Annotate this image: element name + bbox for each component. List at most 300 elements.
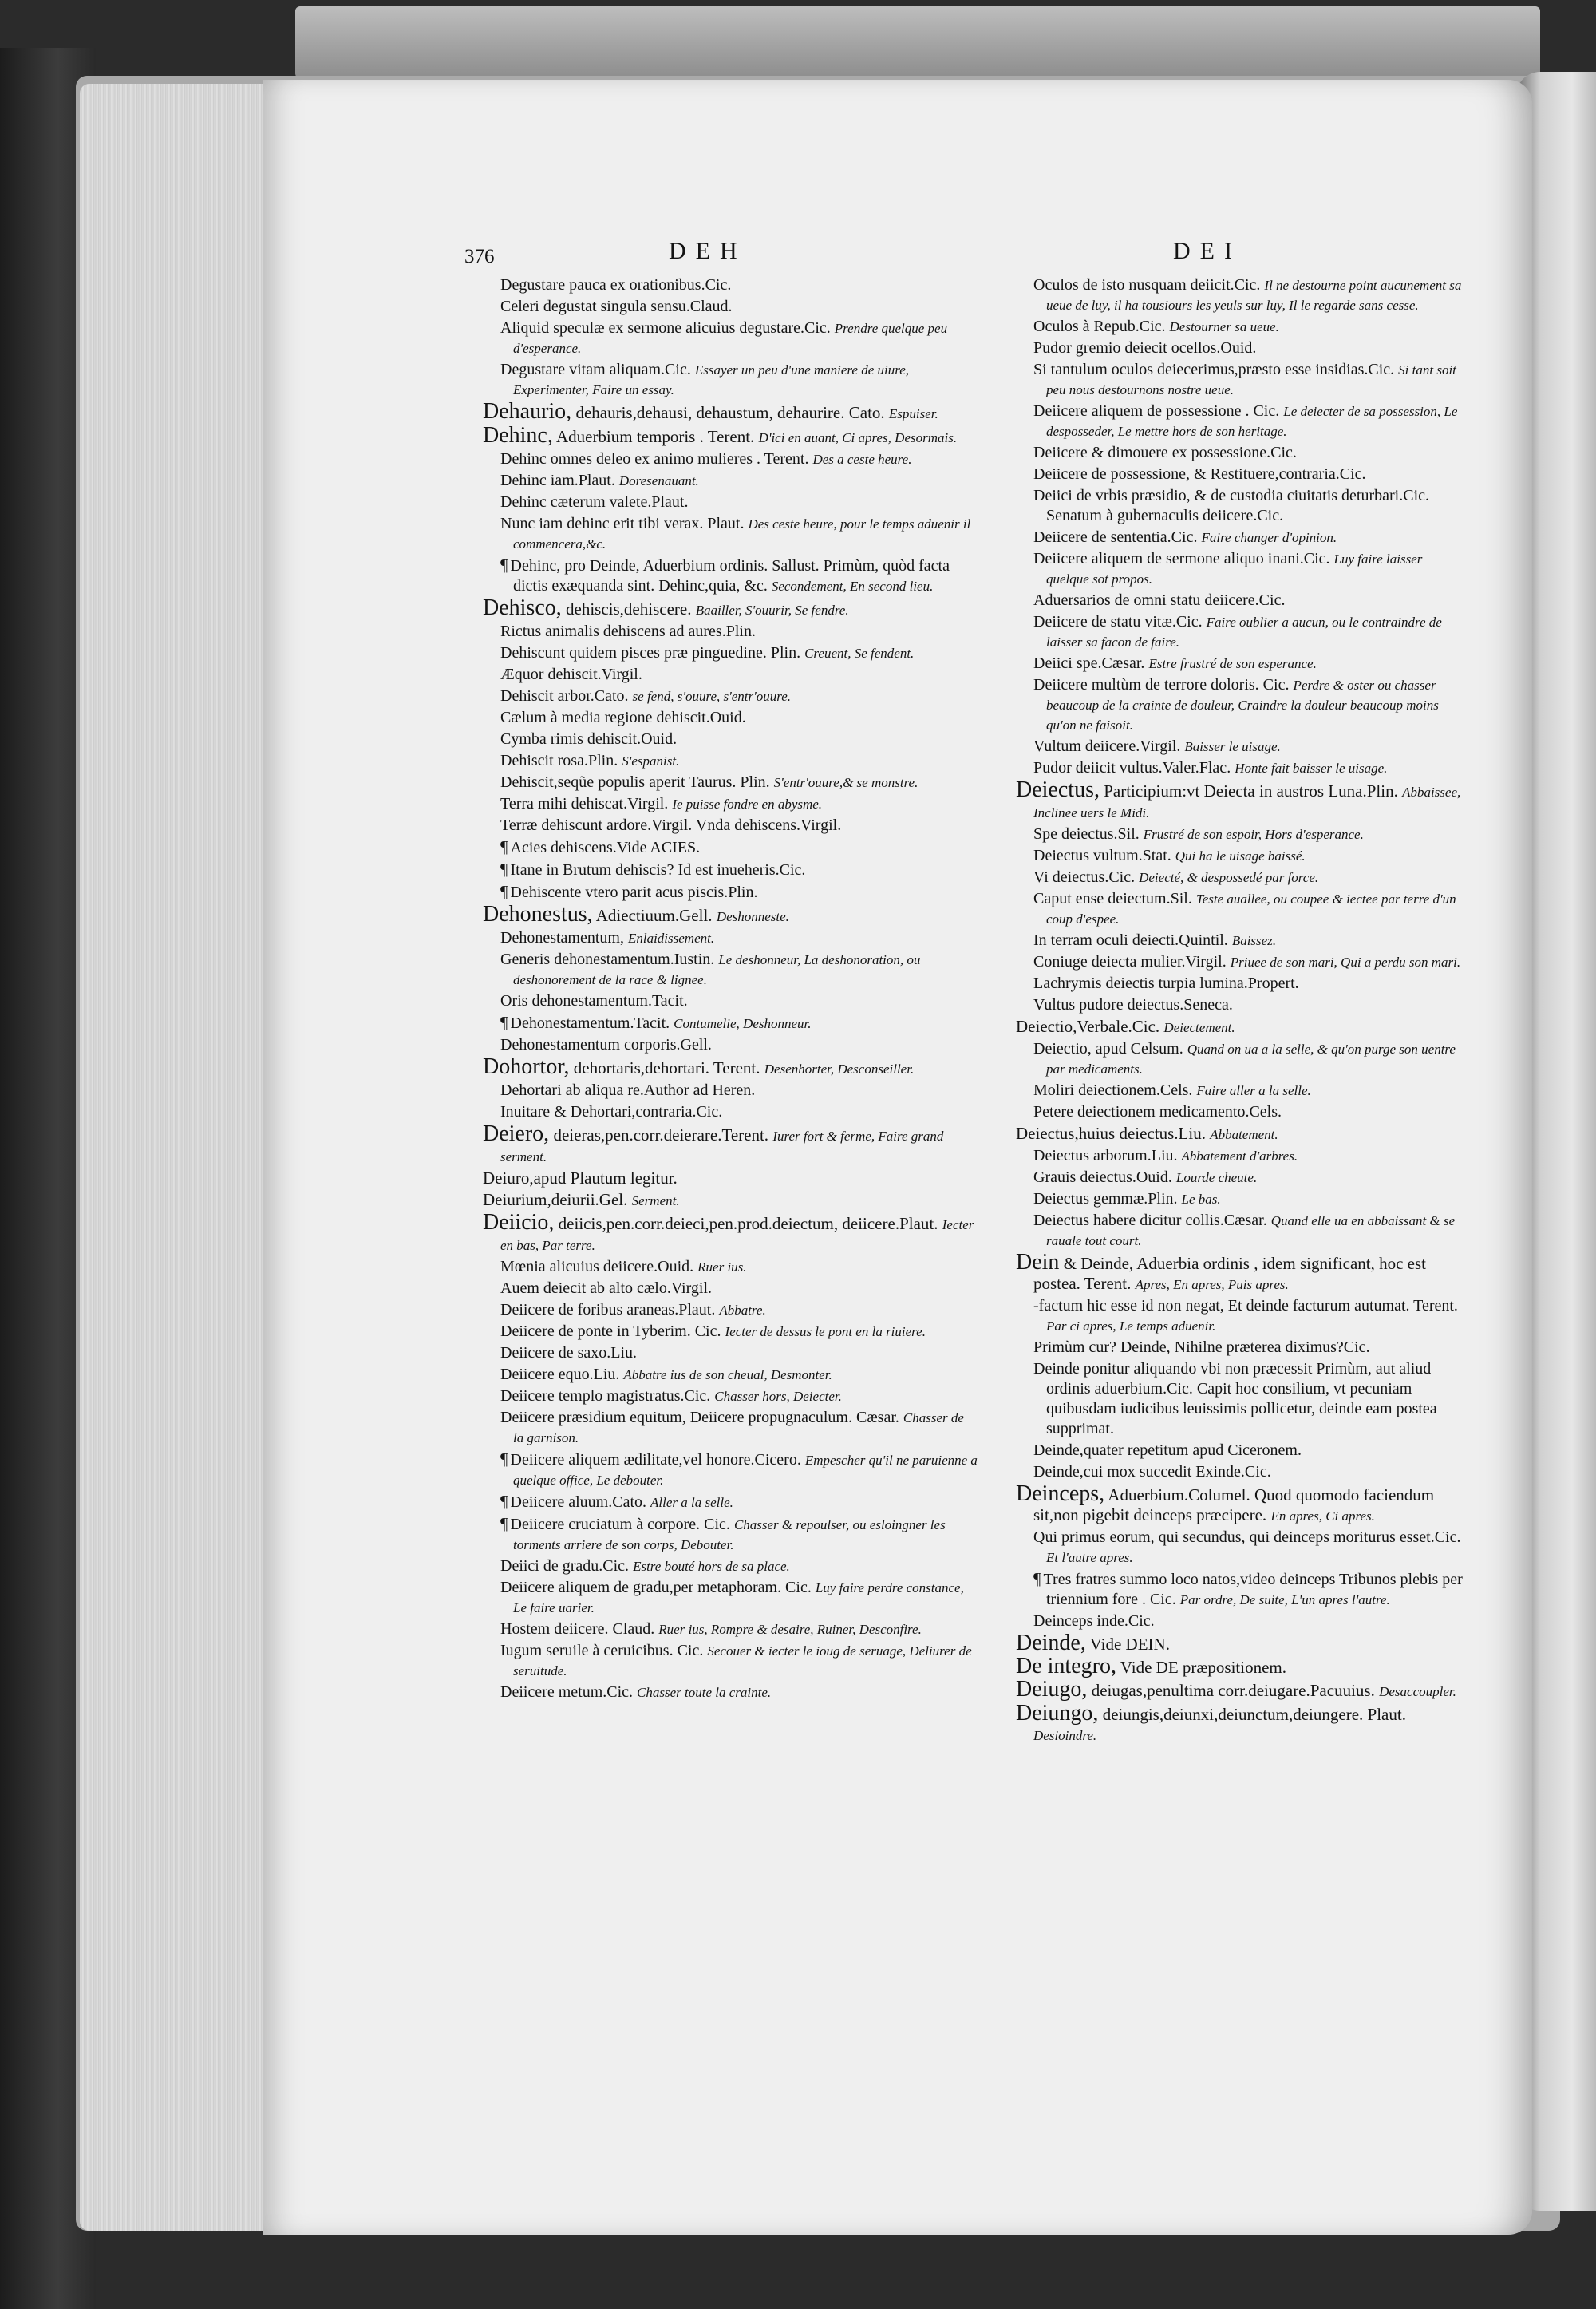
latin-text: Deiicere equo.Liu. bbox=[500, 1366, 620, 1383]
pilcrow-icon: ¶ bbox=[500, 860, 508, 879]
dictionary-entry bbox=[483, 665, 978, 685]
french-gloss: Faire aller a la selle. bbox=[1196, 1083, 1311, 1098]
french-gloss: Perdre & oster ou chasser beaucoup de la crainte de douleur, Craindre la douleur beaucoup moins qu'on ne faisoit. bbox=[1046, 678, 1439, 733]
headword: Deinde, bbox=[1016, 1631, 1086, 1655]
dictionary-entry bbox=[483, 928, 978, 948]
latin-text: Deiurium,deiurii.Gel. bbox=[483, 1190, 628, 1209]
dictionary-entry bbox=[483, 991, 978, 1011]
french-gloss: En apres, Ci apres. bbox=[1270, 1508, 1375, 1524]
dictionary-entry bbox=[483, 1257, 978, 1277]
latin-text: deiungis,deiunxi,deiunctum,deiungere. Plaut. bbox=[1102, 1705, 1406, 1724]
dictionary-entry bbox=[483, 1322, 978, 1342]
latin-text: Rictus animalis dehiscens ad aures.Plin. bbox=[500, 623, 756, 640]
french-gloss: Abbatre. bbox=[719, 1303, 766, 1318]
latin-text: Itane in Brutum dehiscis? Id est inueheris.Cic. bbox=[510, 861, 806, 879]
dictionary-headword-entry bbox=[1016, 1679, 1467, 1702]
french-gloss: Lourde cheute. bbox=[1175, 1170, 1258, 1185]
latin-text: Deiectio, apud Celsum. bbox=[1033, 1040, 1183, 1058]
dictionary-entry bbox=[483, 1449, 978, 1490]
latin-text: Participium:vt Deiecta in austros Luna.Plin. bbox=[1104, 781, 1398, 801]
french-gloss: Chasser toute la crainte. bbox=[637, 1685, 772, 1700]
french-gloss: Desenhorter, Desconseiller. bbox=[764, 1062, 915, 1077]
dictionary-headword-entry bbox=[483, 1054, 978, 1079]
french-gloss: Chasser & repoulser, ou esloingner les torments arriere de son corps, Debouter. bbox=[513, 1517, 946, 1552]
latin-text: Deiicere de statu vitæ.Cic. bbox=[1033, 613, 1203, 631]
latin-text: Mœnia alicuius deiicere.Ouid. bbox=[500, 1258, 694, 1275]
dictionary-entry bbox=[1016, 401, 1467, 441]
dictionary-entry bbox=[483, 773, 978, 793]
latin-text: Dehortari ab aliqua re.Author ad Heren. bbox=[500, 1081, 756, 1099]
dictionary-headword-entry bbox=[483, 401, 978, 424]
french-gloss: Luy faire perdre constance, Le faire uarier. bbox=[513, 1580, 964, 1615]
dictionary-headword-entry bbox=[1016, 1481, 1467, 1526]
pilcrow-icon: ¶ bbox=[500, 556, 508, 575]
dictionary-entry bbox=[1016, 1039, 1467, 1079]
latin-text: Oris dehonestamentum.Tacit. bbox=[500, 992, 688, 1010]
running-head-left: DEH bbox=[669, 238, 747, 264]
pilcrow-icon: ¶ bbox=[500, 1492, 508, 1511]
dictionary-entry bbox=[1016, 824, 1467, 844]
dictionary-headword-entry bbox=[483, 1121, 978, 1167]
dictionary-headword-entry bbox=[1016, 1633, 1467, 1655]
dictionary-entry bbox=[1016, 1441, 1467, 1461]
dictionary-entry bbox=[1016, 528, 1467, 548]
dictionary-entry bbox=[483, 1300, 978, 1320]
dictionary-entry bbox=[483, 1343, 978, 1363]
latin-text: Deinde,cui mox succedit Exinde.Cic. bbox=[1033, 1463, 1271, 1481]
latin-text: Deiectus,huius deiectus.Liu. bbox=[1016, 1124, 1206, 1143]
headword: Dehonestus, bbox=[483, 902, 593, 927]
dictionary-entry bbox=[483, 622, 978, 642]
latin-text: Deinde,quater repetitum apud Ciceronem. bbox=[1033, 1441, 1302, 1459]
french-gloss: Secondement, En second lieu. bbox=[771, 579, 934, 594]
french-gloss: Abbaissee, Inclinee uers le Midi. bbox=[1033, 785, 1461, 820]
dictionary-entry bbox=[483, 950, 978, 990]
latin-text: Lachrymis deiectis turpia lumina.Propert. bbox=[1033, 975, 1299, 992]
headword: Dehisco, bbox=[483, 595, 562, 620]
dictionary-headword-entry bbox=[1016, 777, 1467, 823]
latin-text: dehortaris,dehortari. Terent. bbox=[573, 1058, 760, 1077]
latin-text: Deiicere de sententia.Cic. bbox=[1033, 528, 1198, 546]
dictionary-headword-entry bbox=[483, 1212, 978, 1255]
latin-text: In terram oculi deiecti.Quintil. bbox=[1033, 931, 1228, 949]
latin-text: Vultus pudore deiectus.Seneca. bbox=[1033, 996, 1233, 1014]
french-gloss: Iecter de dessus le pont en la riuiere. bbox=[725, 1324, 926, 1339]
dictionary-entry bbox=[1016, 952, 1467, 972]
headword: Dehaurio, bbox=[483, 399, 572, 424]
latin-text: Iugum seruile à ceruicibus. Cic. bbox=[500, 1642, 704, 1659]
latin-text: Deiicere aliquem de possessione . Cic. bbox=[1033, 402, 1280, 420]
dictionary-entry bbox=[1016, 317, 1467, 337]
pilcrow-icon: ¶ bbox=[500, 837, 508, 856]
french-gloss: Deshonneste. bbox=[716, 909, 789, 924]
dictionary-entry bbox=[1016, 612, 1467, 652]
dictionary-entry bbox=[1016, 591, 1467, 611]
dictionary-entry bbox=[483, 1408, 978, 1448]
latin-text: Dehiscente vtero parit acus piscis.Plin. bbox=[510, 884, 758, 901]
dictionary-entry bbox=[483, 708, 978, 728]
pilcrow-icon: ¶ bbox=[500, 1449, 508, 1469]
latin-text: & Deinde, Aduerbia ordinis , idem significant, hoc est postea. Terent. bbox=[1033, 1254, 1427, 1293]
french-gloss: Frustré de son espoir, Hors d'esperance. bbox=[1143, 827, 1364, 842]
dictionary-entry bbox=[1016, 338, 1467, 358]
french-gloss: Enlaidissement. bbox=[627, 931, 715, 946]
french-gloss: Doresenauant. bbox=[618, 473, 699, 488]
latin-text: Petere deiectionem medicamento.Cels. bbox=[1033, 1103, 1282, 1121]
latin-text: Terræ dehiscunt ardore.Virgil. Vnda dehiscens.Virgil. bbox=[500, 816, 842, 834]
dictionary-headword-entry bbox=[1016, 1124, 1467, 1145]
dictionary-entry bbox=[1016, 1211, 1467, 1251]
latin-text: Vide DEIN. bbox=[1089, 1635, 1170, 1654]
latin-text: Dehonestamentum corporis.Gell. bbox=[500, 1036, 712, 1054]
french-gloss: Abbatement d'arbres. bbox=[1181, 1149, 1298, 1164]
latin-text: Tres fratres summo loco natos,video deinceps Tribunos plebis per triennium fore . Cic. bbox=[1043, 1571, 1463, 1608]
latin-text: Deiuro,apud Plautum legitur. bbox=[483, 1168, 678, 1188]
french-gloss: Honte fait baisser le uisage. bbox=[1235, 761, 1388, 776]
latin-text: Inuitare & Dehortari,contraria.Cic. bbox=[500, 1103, 723, 1121]
latin-text: Generis dehonestamentum.Iustin. bbox=[500, 951, 715, 968]
scanner-strip bbox=[295, 6, 1540, 78]
dictionary-headword-entry bbox=[1016, 1252, 1467, 1295]
dictionary-entry bbox=[483, 751, 978, 771]
dictionary-entry bbox=[483, 882, 978, 903]
latin-text: Deiicere de saxo.Liu. bbox=[500, 1344, 638, 1362]
french-gloss: D'ici en auant, Ci apres, Desormais. bbox=[758, 430, 958, 445]
dictionary-headword-entry bbox=[483, 595, 978, 620]
latin-text: Deiicere præsidium equitum, Deiicere propugnaculum. Cæsar. bbox=[500, 1409, 899, 1426]
french-gloss: Quand elle ua en abbaissant & se rauale tout court. bbox=[1046, 1213, 1456, 1248]
dictionary-headword-entry bbox=[1016, 1017, 1467, 1038]
french-gloss: Aller a la selle. bbox=[650, 1495, 733, 1510]
dictionary-entry bbox=[1016, 549, 1467, 589]
latin-text: Deiectus habere dicitur collis.Cæsar. bbox=[1033, 1212, 1267, 1229]
latin-text: Acies dehiscens.Vide ACIES. bbox=[510, 839, 701, 856]
french-gloss: Il ne destourne point aucunement sa ueue de luy, il ha tousiours les yeuls sur luy, Il le regarde sans cesse. bbox=[1046, 278, 1462, 313]
headword: Deiungo, bbox=[1016, 1701, 1099, 1726]
latin-text: Deiicere multùm de terrore doloris. Cic. bbox=[1033, 676, 1290, 694]
dictionary-entry bbox=[483, 1578, 978, 1618]
dictionary-entry bbox=[1016, 486, 1467, 526]
latin-text: Deiectus vultum.Stat. bbox=[1033, 847, 1171, 864]
latin-text: Moliri deiectionem.Cels. bbox=[1033, 1081, 1193, 1099]
latin-text: dehauris,dehausi, dehaustum, dehaurire. Cato. bbox=[575, 403, 885, 422]
latin-text: Deiicere cruciatum à corpore. Cic. bbox=[510, 1516, 730, 1533]
pilcrow-icon: ¶ bbox=[500, 1514, 508, 1533]
dictionary-entry bbox=[483, 860, 978, 880]
latin-text: Oculos de isto nusquam deiicit.Cic. bbox=[1033, 276, 1261, 294]
latin-text: Æquor dehiscit.Virgil. bbox=[500, 666, 642, 683]
dictionary-entry bbox=[1016, 1081, 1467, 1101]
dictionary-headword-entry bbox=[483, 425, 978, 448]
headword: Deiectus, bbox=[1016, 777, 1100, 802]
french-gloss: Destourner sa ueue. bbox=[1169, 319, 1279, 334]
latin-text: Degustare pauca ex orationibus.Cic. bbox=[500, 276, 732, 294]
dictionary-entry bbox=[1016, 1189, 1467, 1209]
french-gloss: Ruer ius. bbox=[697, 1259, 747, 1275]
latin-text: Vi deiectus.Cic. bbox=[1033, 868, 1136, 886]
french-gloss: Chasser de la garnison. bbox=[513, 1410, 964, 1445]
dictionary-entry bbox=[1016, 275, 1467, 315]
latin-text: Dehinc cæterum valete.Plaut. bbox=[500, 493, 689, 511]
latin-text: Dehinc iam.Plaut. bbox=[500, 472, 615, 489]
dictionary-headword-entry bbox=[483, 1168, 978, 1188]
latin-text: Dehonestamentum, bbox=[500, 929, 624, 947]
french-gloss: Estre bouté hors de sa place. bbox=[633, 1559, 790, 1574]
french-gloss: Iecter en bas, Par terre. bbox=[500, 1217, 974, 1253]
french-gloss: Et l'autre apres. bbox=[1046, 1550, 1133, 1565]
dictionary-entry bbox=[483, 837, 978, 858]
latin-text: Deiici de gradu.Cic. bbox=[500, 1557, 630, 1575]
dictionary-entry bbox=[1016, 995, 1467, 1015]
latin-text: Pudor gremio deiecit ocellos.Ouid. bbox=[1033, 339, 1257, 357]
headword: Dohortor, bbox=[483, 1054, 570, 1079]
french-gloss: Faire oublier a aucun, ou le contraindre de laisser sa facon de faire. bbox=[1046, 615, 1442, 650]
french-gloss: Estre frustré de son esperance. bbox=[1148, 656, 1317, 671]
pilcrow-icon: ¶ bbox=[500, 882, 508, 901]
latin-text: Deiicere aliquem de sermone aliquo inani.Cic. bbox=[1033, 550, 1330, 567]
latin-text: Deiicere aluum.Cato. bbox=[510, 1493, 647, 1511]
french-gloss: Deiecté, & despossedé par force. bbox=[1139, 870, 1319, 885]
french-gloss: Ruer ius, Rompre & desaire, Ruiner, Desconfire. bbox=[658, 1622, 922, 1637]
french-gloss: Serment. bbox=[631, 1193, 680, 1208]
latin-text: Deiici de vrbis præsidio, & de custodia ciuitatis deturbari.Cic. Senatum à gubernaculis deiicere.Cic. bbox=[1033, 487, 1430, 524]
latin-text: Oculos à Repub.Cic. bbox=[1033, 318, 1166, 335]
dictionary-entry bbox=[483, 297, 978, 317]
dictionary-entry bbox=[1016, 737, 1467, 757]
french-gloss: Qui ha le uisage baissé. bbox=[1175, 848, 1306, 864]
dictionary-entry bbox=[483, 275, 978, 295]
dictionary-entry bbox=[483, 514, 978, 554]
latin-text: Aduersarios de omni statu deiicere.Cic. bbox=[1033, 591, 1286, 609]
french-gloss: Abbatement. bbox=[1210, 1127, 1278, 1142]
dictionary-entry bbox=[1016, 1462, 1467, 1482]
dictionary-entry bbox=[1016, 1102, 1467, 1122]
latin-text: Dehonestamentum.Tacit. bbox=[510, 1014, 670, 1032]
headword: Deiugo, bbox=[1016, 1677, 1088, 1702]
french-gloss: Secouer & iecter le ioug de seruage, Deliurer de seruitude. bbox=[513, 1643, 972, 1678]
latin-text: Dehinc, pro Deinde, Aduerbium ordinis. Sallust. Primùm, quòd facta dictis exæquanda sint. Dehinc,quia, &c. bbox=[510, 557, 950, 595]
dictionary-headword-entry bbox=[483, 1190, 978, 1211]
latin-text: Dehiscit arbor.Cato. bbox=[500, 687, 629, 705]
french-gloss: Teste auallee, ou coupee & iectee par terre d'un coup d'espee. bbox=[1046, 892, 1456, 927]
pilcrow-icon: ¶ bbox=[1033, 1569, 1041, 1588]
latin-text: -factum hic esse id non negat, Et deinde facturum autumat. Terent. bbox=[1033, 1297, 1458, 1315]
latin-text: Celeri degustat singula sensu.Claud. bbox=[500, 298, 733, 315]
dictionary-entry bbox=[483, 643, 978, 663]
latin-text: deieras,pen.corr.deierare.Terent. bbox=[553, 1125, 769, 1145]
dictionary-entry bbox=[483, 1386, 978, 1406]
dictionary-entry bbox=[483, 1492, 978, 1512]
dictionary-entry bbox=[483, 1514, 978, 1555]
latin-text: Deiicere de ponte in Tyberim. Cic. bbox=[500, 1323, 721, 1340]
headword: De integro, bbox=[1016, 1654, 1116, 1678]
running-head-right: DEI bbox=[1173, 238, 1242, 264]
latin-text: Deinde ponitur aliquando vbi non præcessit Primùm, aut aliud ordinis aduerbium.Cic. Capit hoc consilium, vt pecuniam quibusdam iudicibus leuissimis pollicetur, deinde eam postea supprimat. bbox=[1033, 1360, 1437, 1437]
headword: Dein bbox=[1016, 1250, 1060, 1275]
latin-text: Cymba rimis dehiscit.Ouid. bbox=[500, 730, 678, 748]
latin-text: Qui primus eorum, qui secundus, qui deinceps moriturus esset.Cic. bbox=[1033, 1528, 1461, 1546]
right-column bbox=[1016, 275, 1467, 1747]
dictionary-entry bbox=[1016, 889, 1467, 929]
dictionary-entry bbox=[1016, 868, 1467, 888]
dictionary-entry bbox=[483, 1619, 978, 1639]
dictionary-entry bbox=[483, 318, 978, 358]
french-gloss: Le deshonneur, La deshonoration, ou deshonorement de la race & lignee. bbox=[513, 952, 921, 987]
french-gloss: Desaccoupler. bbox=[1379, 1684, 1456, 1699]
dictionary-entry bbox=[483, 360, 978, 400]
dictionary-entry bbox=[1016, 465, 1467, 484]
dictionary-entry bbox=[483, 1081, 978, 1101]
latin-text: deiugas,penultima corr.deiugare.Pacuuius. bbox=[1091, 1681, 1375, 1700]
french-gloss: Par ordre, De suite, L'un apres l'autre. bbox=[1179, 1592, 1390, 1607]
latin-text: Pudor deiicit vultus.Valer.Flac. bbox=[1033, 759, 1231, 777]
french-gloss: Baissez. bbox=[1231, 933, 1277, 948]
latin-text: Deiicere de foribus araneas.Plaut. bbox=[500, 1301, 716, 1319]
latin-text: Coniuge deiecta mulier.Virgil. bbox=[1033, 953, 1227, 971]
french-gloss: Quand on ua a la selle, & qu'on purge son uentre par medicaments. bbox=[1046, 1042, 1456, 1077]
page-number: 376 bbox=[464, 246, 495, 267]
dictionary-entry bbox=[1016, 360, 1467, 400]
french-gloss: Apres, En apres, Puis apres. bbox=[1135, 1277, 1289, 1292]
dictionary-entry bbox=[483, 1641, 978, 1681]
latin-text: Caput ense deiectum.Sil. bbox=[1033, 890, 1192, 907]
dictionary-entry bbox=[1016, 1338, 1467, 1358]
latin-text: Terra mihi dehiscat.Virgil. bbox=[500, 795, 669, 812]
latin-text: Dehiscunt quidem pisces præ pinguedine. Plin. bbox=[500, 644, 801, 662]
latin-text: Grauis deiectus.Ouid. bbox=[1033, 1168, 1172, 1186]
latin-text: Deiicere aliquem ædilitate,vel honore.Cicero. bbox=[510, 1451, 801, 1469]
latin-text: Aduerbium temporis . Terent. bbox=[555, 427, 755, 446]
dictionary-entry bbox=[1016, 758, 1467, 778]
dictionary-entry bbox=[1016, 1528, 1467, 1568]
french-gloss: Prendre quelque peu d'esperance. bbox=[513, 321, 948, 356]
dictionary-entry bbox=[1016, 1296, 1467, 1336]
french-gloss: Creuent, Se fendent. bbox=[804, 646, 915, 661]
dictionary-entry bbox=[483, 1365, 978, 1385]
latin-text: Deiicere de possessione, & Restituere,contraria.Cic. bbox=[1033, 465, 1366, 483]
latin-text: Auem deiecit ab alto cælo.Virgil. bbox=[500, 1279, 713, 1297]
dictionary-entry bbox=[483, 556, 978, 596]
dictionary-entry bbox=[483, 794, 978, 814]
french-gloss: se fend, s'ouure, s'entr'ouure. bbox=[632, 689, 792, 704]
latin-text: Deinceps inde.Cic. bbox=[1033, 1612, 1155, 1630]
dictionary-entry bbox=[483, 1279, 978, 1299]
headword: Deiicio, bbox=[483, 1210, 555, 1235]
latin-text: Adiectiuum.Gell. bbox=[595, 906, 713, 925]
dictionary-entry bbox=[483, 686, 978, 706]
latin-text: Vultum deiicere.Virgil. bbox=[1033, 737, 1181, 755]
latin-text: Cælum à media regione dehiscit.Ouid. bbox=[500, 709, 746, 726]
dictionary-entry bbox=[1016, 675, 1467, 735]
latin-text: Deiici spe.Cæsar. bbox=[1033, 654, 1145, 672]
french-gloss: Priuee de son mari, Qui a perdu son mari. bbox=[1230, 955, 1461, 970]
latin-text: Primùm cur? Deinde, Nihilne præterea diximus?Cic. bbox=[1033, 1338, 1370, 1356]
french-gloss: Le bas. bbox=[1181, 1192, 1221, 1207]
dictionary-entry bbox=[1016, 974, 1467, 994]
french-gloss: Baailler, S'ouurir, Se fendre. bbox=[695, 603, 849, 618]
dictionary-headword-entry bbox=[1016, 1656, 1467, 1678]
dictionary-entry bbox=[483, 471, 978, 491]
dictionary-entry bbox=[1016, 1168, 1467, 1188]
headword: Deiero, bbox=[483, 1121, 550, 1146]
french-gloss: Espuiser. bbox=[888, 406, 938, 421]
latin-text: Hostem deiicere. Claud. bbox=[500, 1620, 655, 1638]
latin-text: Nunc iam dehinc erit tibi verax. Plaut. bbox=[500, 515, 745, 532]
latin-text: deiicis,pen.corr.deieci,pen.prod.deiectum, deiicere.Plaut. bbox=[558, 1214, 938, 1233]
french-gloss: Abbatre ius de son cheual, Desmonter. bbox=[623, 1367, 832, 1382]
french-gloss: Essayer un peu d'une maniere de uiure, Experimenter, Faire un essay. bbox=[513, 362, 910, 397]
headword: Dehinc, bbox=[483, 423, 553, 448]
left-column bbox=[483, 275, 978, 1704]
french-gloss: Des ceste heure, pour le temps aduenir il commencera,&c. bbox=[513, 516, 971, 552]
dictionary-entry bbox=[1016, 1569, 1467, 1610]
headword: Deinceps, bbox=[1016, 1481, 1105, 1506]
dictionary-entry bbox=[1016, 1359, 1467, 1439]
latin-text: Deiicere metum.Cic. bbox=[500, 1683, 634, 1701]
dictionary-entry bbox=[483, 816, 978, 836]
french-gloss: Desioindre. bbox=[1033, 1728, 1097, 1743]
latin-text: Deiectio,Verbale.Cic. bbox=[1016, 1017, 1160, 1036]
latin-text: Deiicere & dimouere ex possessione.Cic. bbox=[1033, 444, 1297, 461]
french-gloss: Empescher qu'il ne paruienne a quelque office, Le debouter. bbox=[513, 1453, 978, 1488]
dictionary-entry bbox=[483, 1556, 978, 1576]
french-gloss: Par ci apres, Le temps aduenir. bbox=[1046, 1319, 1216, 1334]
latin-text: Deiectus gemmæ.Plin. bbox=[1033, 1190, 1178, 1208]
latin-text: Spe deiectus.Sil. bbox=[1033, 825, 1140, 843]
dictionary-entry bbox=[483, 729, 978, 749]
french-gloss: Des a ceste heure. bbox=[812, 452, 912, 467]
french-gloss: Contumelie, Deshonneur. bbox=[674, 1016, 812, 1031]
french-gloss: Deiectement. bbox=[1163, 1020, 1235, 1035]
latin-text: Deiectus arborum.Liu. bbox=[1033, 1147, 1178, 1164]
dictionary-entry bbox=[483, 1682, 978, 1702]
dictionary-entry bbox=[1016, 846, 1467, 866]
latin-text: Dehiscit,seqũe populis aperit Taurus. Plin. bbox=[500, 773, 770, 791]
dictionary-headword-entry bbox=[483, 904, 978, 927]
latin-text: Aliquid speculæ ex sermone alicuius degustare.Cic. bbox=[500, 319, 831, 337]
french-gloss: Faire changer d'opinion. bbox=[1201, 530, 1337, 545]
page-fore-edge bbox=[80, 84, 275, 2231]
dictionary-entry bbox=[483, 1102, 978, 1122]
french-gloss: Luy faire laisser quelque sot propos. bbox=[1046, 552, 1423, 587]
dictionary-entry bbox=[483, 492, 978, 512]
dictionary-entry bbox=[1016, 443, 1467, 463]
dictionary-entry bbox=[1016, 1146, 1467, 1166]
latin-text: Vide DE præpositionem. bbox=[1120, 1658, 1286, 1677]
dictionary-entry bbox=[1016, 1611, 1467, 1631]
latin-text: Dehiscit rosa.Plin. bbox=[500, 752, 618, 769]
dictionary-entry bbox=[1016, 654, 1467, 674]
dictionary-entry bbox=[483, 449, 978, 469]
french-gloss: Le deiecter de sa possession, Le desposseder, Le mettre hors de son heritage. bbox=[1046, 404, 1458, 439]
dictionary-entry bbox=[1016, 931, 1467, 951]
french-gloss: Iurer fort & ferme, Faire grand serment. bbox=[500, 1129, 944, 1164]
french-gloss: Si tant soit peu nous destournons nostre ueue. bbox=[1046, 362, 1456, 397]
dictionary-entry bbox=[483, 1035, 978, 1055]
latin-text: dehiscis,dehiscere. bbox=[566, 599, 692, 619]
latin-text: Aduerbium.Columel. Quod quomodo faciendum sit,non pigebit deinceps præcipere. bbox=[1033, 1485, 1435, 1524]
french-gloss: Baisser le uisage. bbox=[1184, 739, 1281, 754]
french-gloss: S'espanist. bbox=[622, 753, 680, 769]
latin-text: Degustare vitam aliquam.Cic. bbox=[500, 361, 691, 378]
latin-text: Dehinc omnes deleo ex animo mulieres . Terent. bbox=[500, 450, 809, 468]
french-gloss: Ie puisse fondre en abysme. bbox=[672, 797, 823, 812]
dictionary-headword-entry bbox=[1016, 1703, 1467, 1746]
latin-text: Si tantulum oculos deiecerimus,præsto esse insidias.Cic. bbox=[1033, 361, 1395, 378]
french-gloss: S'entr'ouure,& se monstre. bbox=[773, 775, 918, 790]
latin-text: Deiicere templo magistratus.Cic. bbox=[500, 1387, 711, 1405]
latin-text: Deiicere aliquem de gradu,per metaphoram. Cic. bbox=[500, 1579, 812, 1596]
